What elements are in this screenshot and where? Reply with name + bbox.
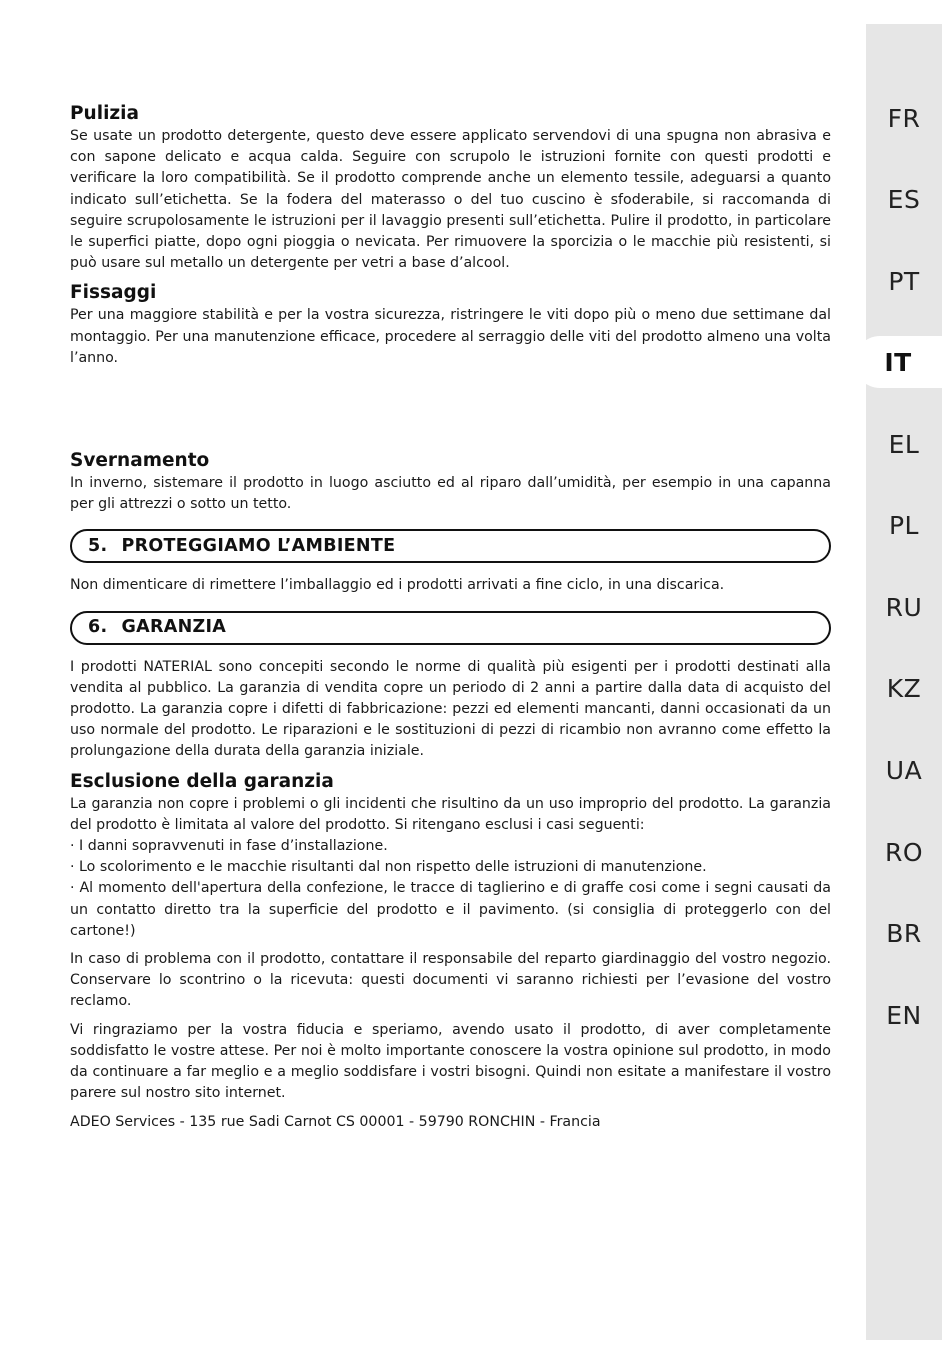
heading-fissaggi: Fissaggi <box>70 282 157 304</box>
language-tab-it[interactable]: IT <box>854 336 942 388</box>
section-header-ambiente <box>70 529 831 563</box>
document-content <box>70 102 831 1133</box>
section-title: PROTEGGIAMO L’AMBIENTE <box>121 535 396 556</box>
heading-esclusione: Esclusione della garanzia <box>70 770 334 792</box>
section-number: 5. <box>88 535 108 556</box>
language-tab-pt[interactable]: PT <box>888 266 920 296</box>
language-tab-el[interactable]: EL <box>888 429 920 459</box>
spacer <box>70 369 831 449</box>
language-tab-pl[interactable]: PL <box>888 510 919 540</box>
paragraph-ambiente: Non dimenticare di rimettere l’imballaggio ed i prodotti arrivati a fine ciclo, in una discarica. <box>70 577 725 594</box>
paragraph-garanzia: I prodotti NATERIAL sono concepiti secondo le norme di qualità più esigenti per i prodotti destinati alla vendita al pubblico. La garanzia di vendita copre un periodo di 2 anni a partire dalla data di acquisto del prodotto. La garanzia copre i difetti di fabbricazione: pezzi ed elementi mancanti, danni occasionati da un uso normale del prodotto. Le riparazioni e le sostituzioni di pezzi di ricambio non avranno come effetto la prolungazione della durata della garanzia iniziale. <box>70 658 831 760</box>
paragraph-svernamento: In inverno, sistemare il prodotto in luogo asciutto ed al riparo dall’umidità, per esempio in una capanna per gli attrezzi o sotto un tetto. <box>70 475 831 513</box>
language-tab-ro[interactable]: RO <box>884 837 924 867</box>
paragraph-fissaggi: Per una maggiore stabilità e per la vostra sicurezza, ristringere le viti dopo più o meno due settimane dal montaggio. Per una manutenzione efficace, procedere al serraggio delle viti del prodotto almeno una volta l’anno. <box>70 307 831 366</box>
heading-pulizia: Pulizia <box>70 103 140 124</box>
heading-svernamento: Svernamento <box>70 450 210 472</box>
language-tab-en[interactable]: EN <box>886 1000 922 1030</box>
section-number: 6. <box>88 617 108 638</box>
paragraph-pulizia: Se usate un prodotto detergente, questo deve essere applicato servendovi di una spugna non abrasiva e con sapone delicato e acqua calda. Seguire con scrupolo le istruzioni fornite con questi prodotti e verificare la loro compatibilità. Se il prodotto comprende anche un elemento tessile, adeguarsi a quanto indicato sull’etichetta. Se la fodera del materasso o del tuo cuscino è sfoderabile, si raccomanda di seguire scrupolosamente le istruzioni per il lavaggio presenti sull’etichetta. Pulire il prodotto, in particolare le superfici piatte, dopo ogni pioggia o nevicata. Per rimuovere la sporcizia o le macchie più resistenti, si può usare sul metallo un detergente per vetri a base d’alcool. <box>70 128 831 272</box>
language-tab-es[interactable]: ES <box>887 184 921 214</box>
paragraph-contact: In caso di problema con il prodotto, contattare il responsabile del reparto giardinaggio del vostro negozio. Conservare lo scontrino o la ricevuta: questi documenti vi saranno richiesti per l’evasione del vostro reclamo. <box>70 951 831 1010</box>
section-title: GARANZIA <box>121 617 227 638</box>
language-tab-fr[interactable]: FR <box>887 103 921 133</box>
language-tab-ru[interactable]: RU <box>885 592 923 622</box>
list-item: · I danni sopravvenuti in fase d’installazione. <box>70 838 388 855</box>
paragraph-thanks: Vi ringraziamo per la vostra fiducia e speriamo, avendo usato il prodotto, di aver completamente soddisfatto le vostre attese. Per noi è molto importante conoscere la vostra opinione sul prodotto, in modo da continuare a far meglio e a meglio soddisfare i vostri bisogni. Quindi non esitate a manifestare il vostro parere sul nostro sito internet. <box>70 1021 831 1102</box>
paragraph-esclusione-intro: La garanzia non copre i problemi o gli incidenti che risultino da un uso improprio del prodotto. La garanzia del prodotto è limitata al valore del prodotto. Si ritengano esclusi i casi seguenti: <box>70 795 831 833</box>
company-address: ADEO Services - 135 rue Sadi Carnot CS 00001 - 59790 RONCHIN - Francia <box>70 1113 601 1130</box>
language-tab-kz[interactable]: KZ <box>886 673 922 703</box>
list-item: · Lo scolorimento e le macchie risultanti dal non rispetto delle istruzioni di manutenzione. <box>70 859 707 876</box>
language-tab-br[interactable]: BR <box>886 918 922 948</box>
section-header-garanzia <box>70 611 831 645</box>
language-tab-ua[interactable]: UA <box>885 755 923 785</box>
list-item: · Al momento dell'apertura della confezione, le tracce di taglierino e di graffe cosi come i segni causati da un contatto diretto tra la superficie del prodotto e il pavimento. (si consiglia di proteggerlo con del cartone!) <box>70 880 831 939</box>
language-sidebar <box>866 24 942 1340</box>
